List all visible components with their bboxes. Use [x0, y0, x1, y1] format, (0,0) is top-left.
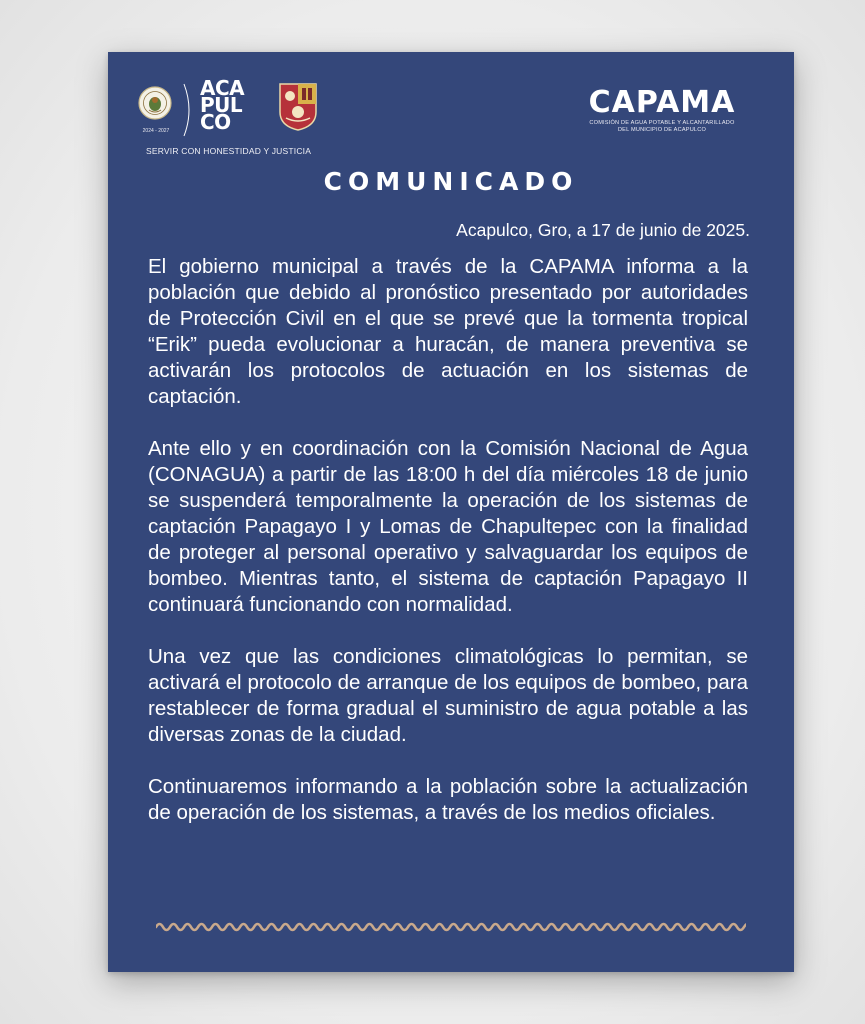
municipal-logo-group	[138, 76, 338, 158]
paragraph: El gobierno municipal a través de la CAPAMA informa a la población que debido al pronóstico presentado por autoridades de Protección Civil en el que se prevé que la tormenta tropical “Erik” pueda evolucionar a huracán, de manera preventiva se activarán los protocolos de actuación en los sistemas de captación.	[148, 255, 748, 408]
capama-subtitle-line-2: DEL MUNICIPIO DE ACAPULCO	[617, 127, 707, 133]
municipal-years: 2024 - 2027	[142, 128, 170, 134]
paragraph: Continuaremos informando a la población sobre la actualización de operación de los sistemas, a través de los medios oficiales.	[148, 775, 748, 824]
acapulco-shield-icon	[278, 82, 318, 132]
municipal-seal-icon	[138, 86, 172, 120]
document-title: COMUNICADO	[323, 167, 579, 196]
communique-body	[148, 254, 748, 852]
wordmark-line-3: CO	[200, 110, 231, 134]
date-line: Acapulco, Gro, a 17 de junio de 2025.	[456, 220, 750, 240]
communique-card	[108, 52, 794, 972]
capama-wordmark: CAPAMA	[588, 85, 736, 120]
wordmark-line-1: ACA	[200, 76, 245, 100]
paragraph: Una vez que las condiciones climatológicas lo permitan, se activará el protocolo de arranque de los equipos de bombeo, para restablecer de forma gradual el suministro de agua potable a las diversas zonas de la ciudad.	[148, 645, 748, 746]
acapulco-wordmark	[200, 76, 256, 134]
municipal-slogan: SERVIR CON HONESTIDAD Y JUSTICIA	[146, 146, 312, 156]
capama-logo	[582, 86, 742, 146]
paragraph: Ante ello y en coordinación con la Comisión Nacional de Agua (CONAGUA) a partir de las 18:00 h del día miércoles 18 de junio se suspenderá temporalmente la operación de los sistemas de captación Papagayo I y Lomas de Chapultepec con la finalidad de proteger al personal operativo y salvaguardar los equipos de bombeo. Mientras tanto, el sistema de captación Papagayo II continuará funcionando con normalidad.	[148, 437, 748, 616]
wave-ornament-icon	[156, 920, 746, 934]
logo-divider	[182, 82, 196, 138]
capama-subtitle-line-1: COMISIÓN DE AGUA POTABLE Y ALCANTARILLADO	[589, 120, 735, 126]
wordmark-line-2: PUL	[200, 93, 243, 117]
